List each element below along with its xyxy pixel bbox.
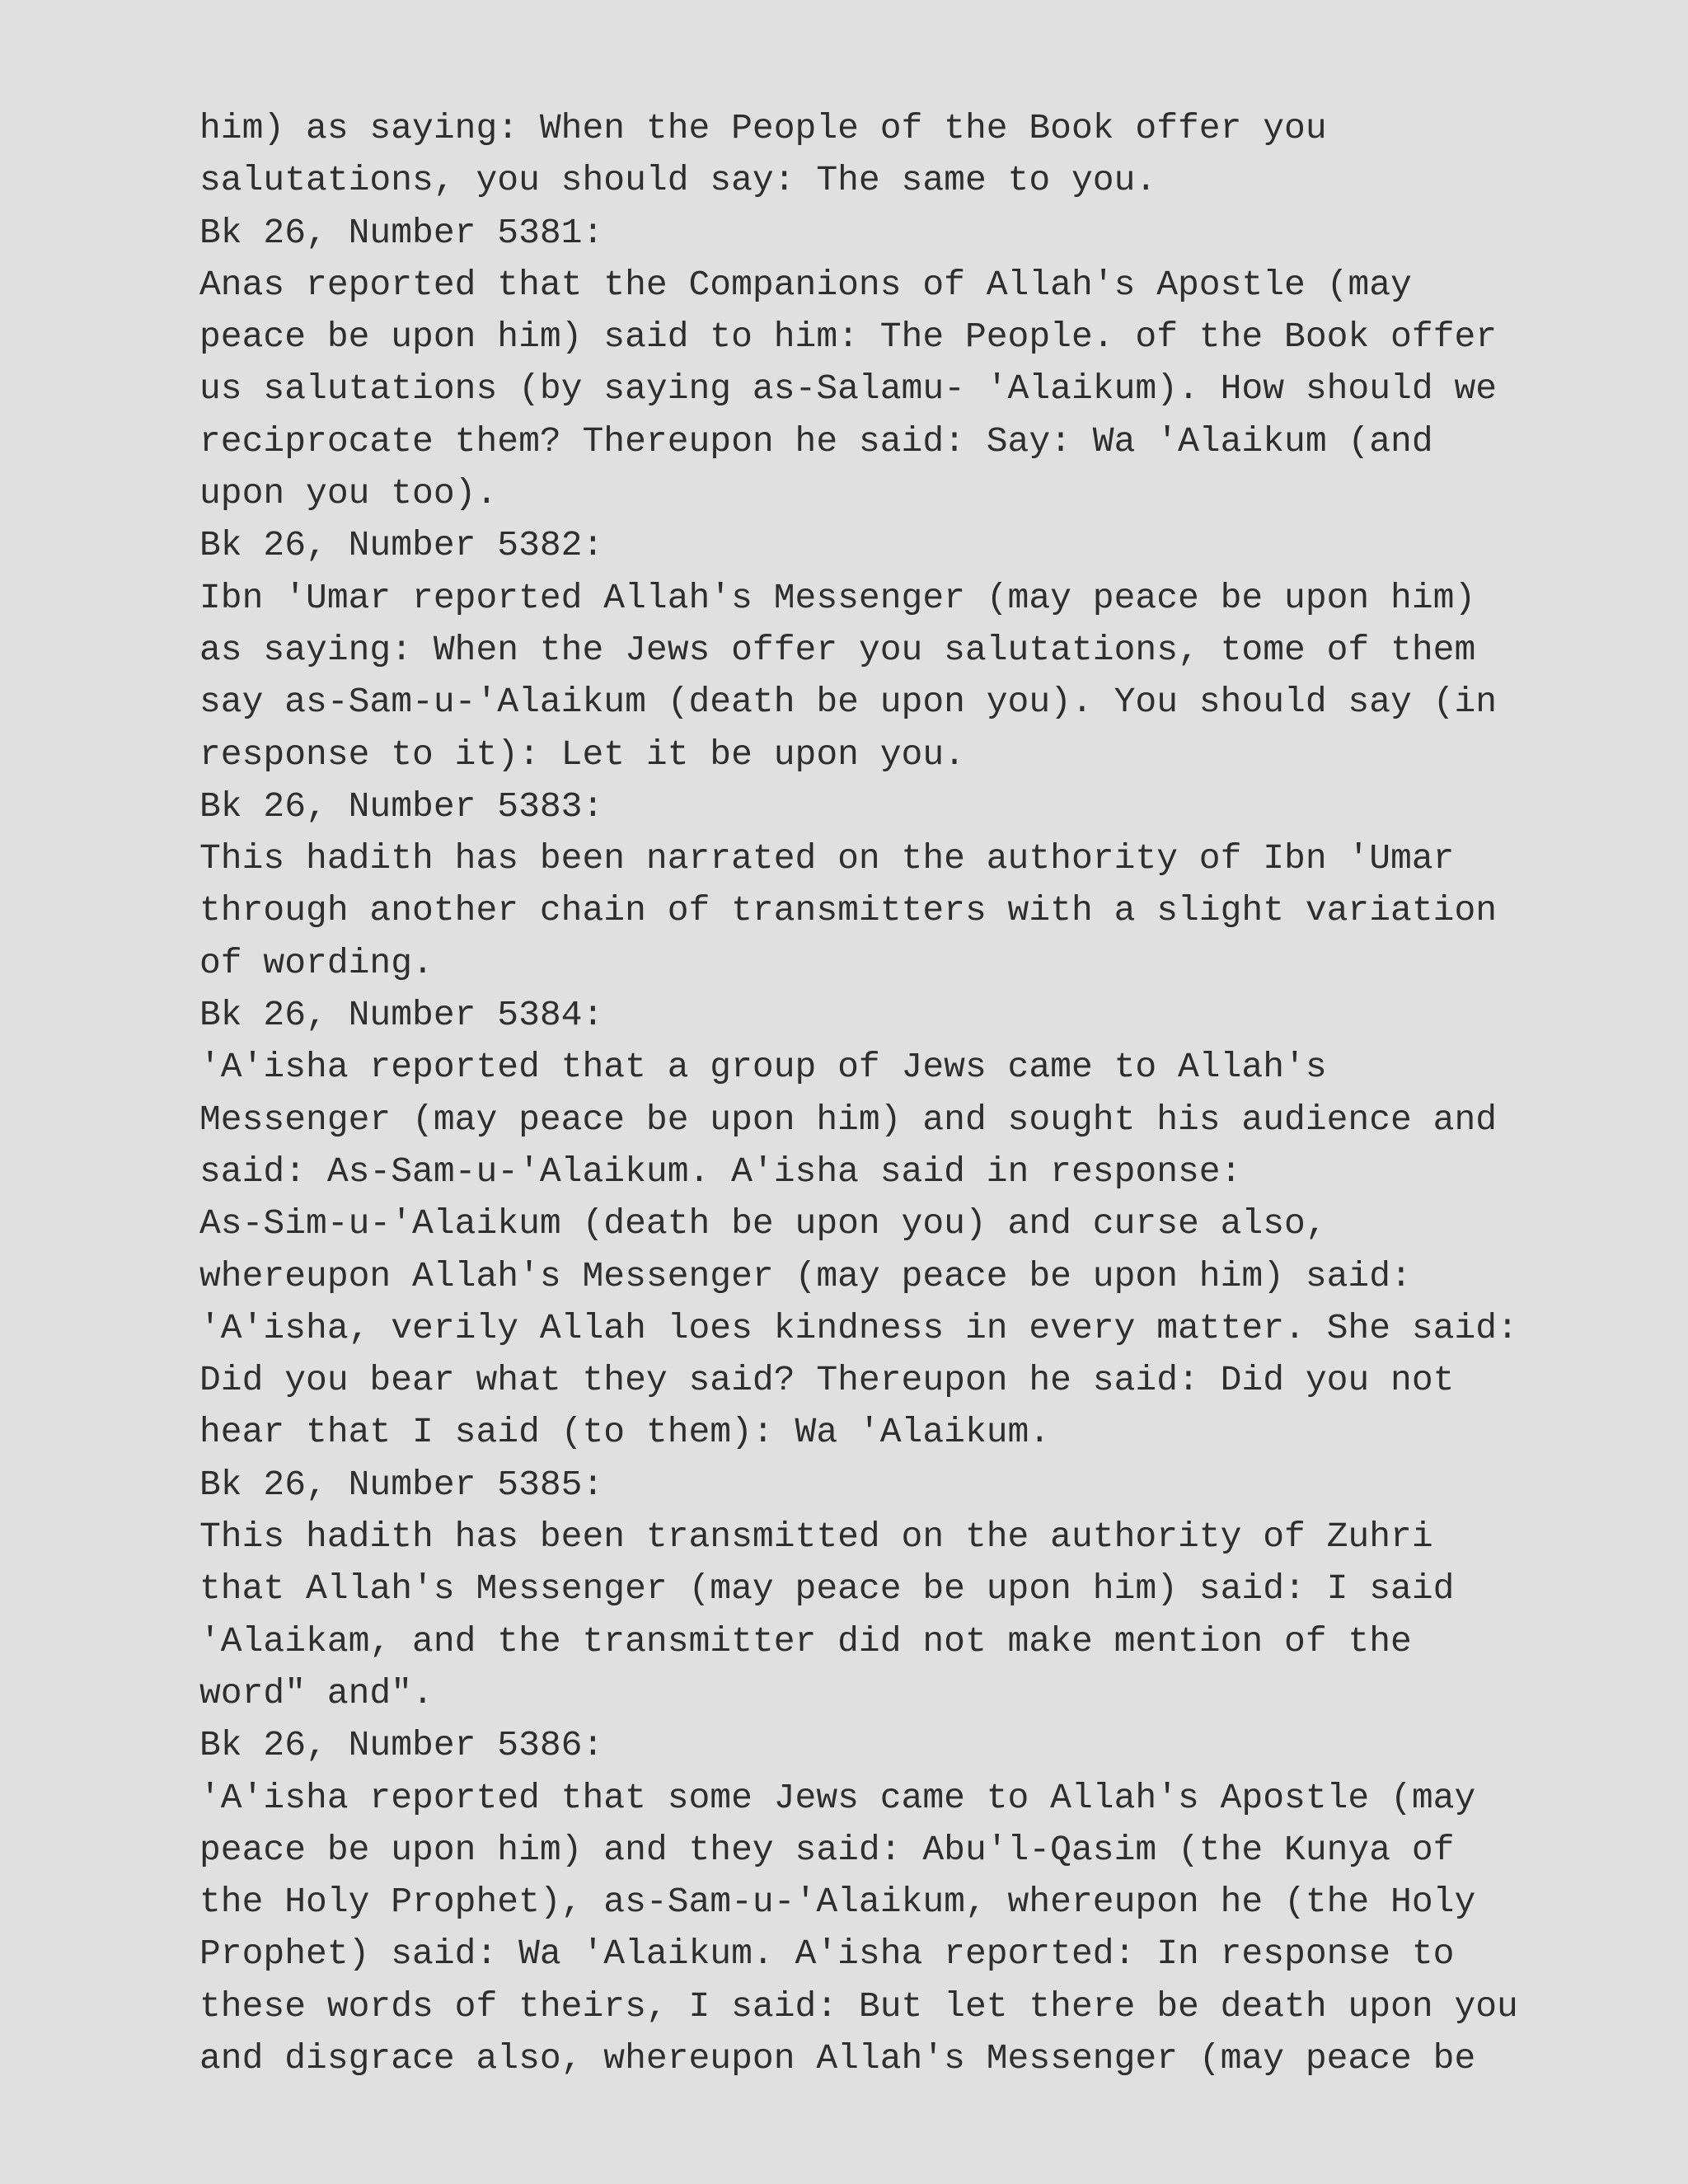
text-line: upon you too). <box>199 473 498 514</box>
text-line: peace be upon him) said to him: The People. of the Book offer <box>199 316 1498 358</box>
text-line: say as-Sam-u-'Alaikum (death be upon you). You should say (in <box>199 682 1498 723</box>
text-line: Ibn 'Umar reported Allah's Messenger (may peace be upon him) <box>199 577 1476 618</box>
text-line: 'A'isha reported that some Jews came to Allah's Apostle (may <box>199 1777 1476 1818</box>
text-line: This hadith has been transmitted on the authority of Zuhri <box>199 1516 1433 1558</box>
hadith-heading: Bk 26, Number 5381: <box>199 212 604 253</box>
text-line: word" and". <box>199 1672 434 1713</box>
text-line: these words of theirs, I said: But let there be death upon you <box>199 1985 1518 2027</box>
text-line: Anas reported that the Companions of Allah's Apostle (may <box>199 264 1412 305</box>
text-line: Messenger (may peace be upon him) and sought his audience and <box>199 1099 1498 1140</box>
text-line: 'A'isha, verily Allah loes kindness in every matter. She said: <box>199 1307 1518 1348</box>
text-line: peace be upon him) and they said: Abu'l-Qasim (the Kunya of <box>199 1829 1455 1870</box>
text-line: 'A'isha reported that a group of Jews came to Allah's <box>199 1047 1327 1088</box>
text-line: This hadith has been narrated on the authority of Ibn 'Umar <box>199 838 1455 879</box>
hadith-heading: Bk 26, Number 5384: <box>199 995 604 1036</box>
text-line: Prophet) said: Wa 'Alaikum. A'isha reported: In response to <box>199 1933 1455 1975</box>
text-line: Did you bear what they said? Thereupon he said: Did you not <box>199 1360 1455 1401</box>
text-line: through another chain of transmitters with a slight variation <box>199 890 1498 931</box>
hadith-heading: Bk 26, Number 5382: <box>199 525 604 566</box>
text-line: 'Alaikam, and the transmitter did not make mention of the <box>199 1620 1412 1661</box>
text-line: and disgrace also, whereupon Allah's Messenger (may peace be <box>199 2037 1476 2079</box>
text-line: the Holy Prophet), as-Sam-u-'Alaikum, whereupon he (the Holy <box>199 1882 1476 1923</box>
text-line: salutations, you should say: The same to you. <box>199 160 1157 201</box>
text-line: whereupon Allah's Messenger (may peace be upon him) said: <box>199 1255 1412 1296</box>
hadith-heading: Bk 26, Number 5386: <box>199 1725 604 1766</box>
text-line: hear that I said (to them): Wa 'Alaikum. <box>199 1412 1051 1453</box>
text-line: him) as saying: When the People of the Book offer you <box>199 108 1327 148</box>
text-line: As-Sim-u-'Alaikum (death be upon you) and curse also, <box>199 1203 1327 1244</box>
text-line: us salutations (by saying as-Salamu- 'Alaikum). How should we <box>199 368 1498 410</box>
text-line: reciprocate them? Thereupon he said: Say: Wa 'Alaikum (and <box>199 420 1433 462</box>
text-line: response to it): Let it be upon you. <box>199 733 965 775</box>
text-line: of wording. <box>199 942 434 983</box>
text-line: that Allah's Messenger (may peace be upon him) said: I said <box>199 1568 1455 1610</box>
text-line: as saying: When the Jews offer you salutations, tome of them <box>199 629 1476 670</box>
hadith-heading: Bk 26, Number 5383: <box>199 785 604 827</box>
text-line: said: As-Sam-u-'Alaikum. A'isha said in response: <box>199 1151 1242 1192</box>
hadith-heading: Bk 26, Number 5385: <box>199 1464 604 1505</box>
